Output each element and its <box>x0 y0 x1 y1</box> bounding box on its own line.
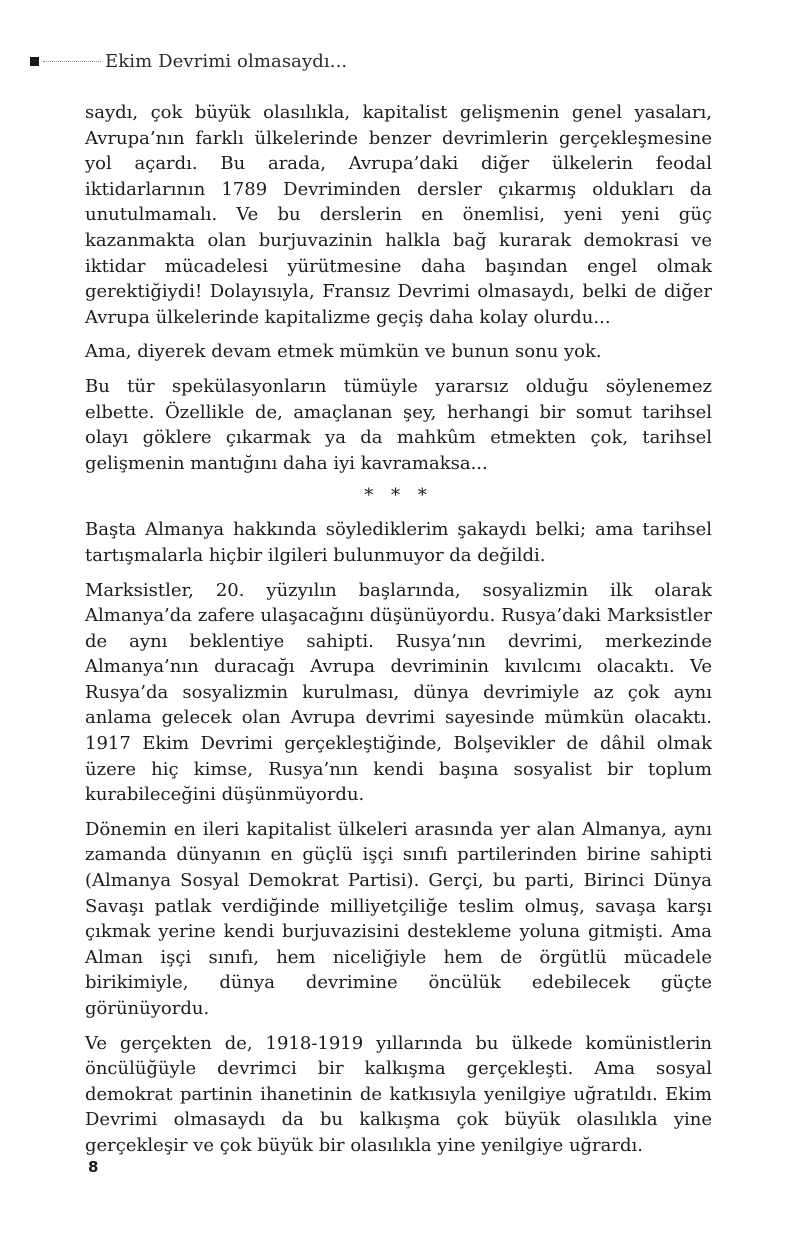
paragraph: Ve gerçekten de, 1918-1919 yıllarında bu ülkede komünistlerin öncülüğüyle devrimci bir kalkışma gerçekleşti. Ama sosyal demokrat partinin ihanetinin de katkısıyla yenilgiye uğratıldı. Ekim Devrimi olmasaydı da bu kalkışma çok büyük olasılıkla yine gerçekleşir ve çok büyük bir olasılıkla yine yenilgiye uğrardı. <box>85 1032 712 1156</box>
paragraph: saydı, çok büyük olasılıkla, kapitalist gelişmenin genel yasaları, Avrupa’nın farklı ülkelerinde benzer devrimlerin gerçekleşmesine yol açardı. Bu arada, Avrupa’daki diğer ülkelerin feodal iktidarlarının 1789 Devriminden dersler çıkarmış oldukları da unutulmamalı. Ve bu derslerin en önemlisi, yeni yeni güç kazanmakta olan burjuvazinin halkla bağ kurarak demokrasi ve iktidar mücadelesi yürütmesine daha başından engel olmak gerektiğiydi! Dolayısıyla, Fransız Devrimi olmasaydı, belki de diğer Avrupa ülkelerinde kapitalizme geçiş daha kolay olurdu... <box>85 102 712 328</box>
paragraph: Dönemin en ileri kapitalist ülkeleri arasında yer alan Almanya, aynı zamanda dünyanın en güçlü işçi sınıfı partilerinden birine sahipti (Almanya Sosyal Demokrat Partisi). Gerçi, bu parti, Birinci Dünya Savaşı patlak verdiğinde milliyetçiliğe teslim olmuş, savaşa karşı çıkmak yerine kendi burjuvazisini destekleme yoluna gitmişti. Ama Alman işçi sınıfı, hem niceliğiyle hem de örgütlü mücadele birikimiyle, dünya devrimine öncülük edebilecek güçte görünüyordu. <box>85 818 712 1019</box>
paragraph: Marksistler, 20. yüzyılın başlarında, sosyalizmin ilk olarak Almanya’da zafere ulaşacağını düşünüyordu. Rusya’daki Marksistler de aynı beklentiye sahipti. Rusya’nın devrimi, merkezinde Almanya’nın duracağı Avrupa devriminin kıvılcımı olacaktı. Ve Rusya’da sosyalizmin kurulması, dünya devrimiyle az çok aynı anlama gelecek olan Avrupa devrimi sayesinde mümkün olacaktı. 1917 Ekim Devrimi gerçekleştiğinde, Bolşevikler de dâhil olmak üzere hiç kimse, Rusya’nın kendi başına sosyalist bir toplum kurabileceğini düşünmüyordu. <box>85 579 712 806</box>
paragraph: Ama, diyerek devam etmek mümkün ve bunun sonu yok. <box>85 341 602 363</box>
running-header-title: Ekim Devrimi olmasaydı... <box>105 50 348 72</box>
paragraph: Başta Almanya hakkında söylediklerim şakaydı belki; ama tarihsel tartışmalarla hiçbir ilgileri bulunmuyor da değildi. <box>85 519 712 566</box>
running-header <box>30 50 347 72</box>
paragraph: Bu tür spekülasyonların tümüyle yararsız olduğu söylenemez elbette. Özellikle de, amaçlanan şey, herhangi bir somut tarihsel olayı göklere çıkarmak ya da mahkûm etmekten çok, tarihsel gelişmenin mantığını daha iyi kavramaksa... <box>85 375 712 474</box>
page-number: 8 <box>88 1158 99 1176</box>
square-bullet-icon <box>30 57 39 66</box>
section-separator: * * * <box>364 485 433 507</box>
page-body <box>85 100 712 1168</box>
dotted-leader <box>43 61 101 62</box>
